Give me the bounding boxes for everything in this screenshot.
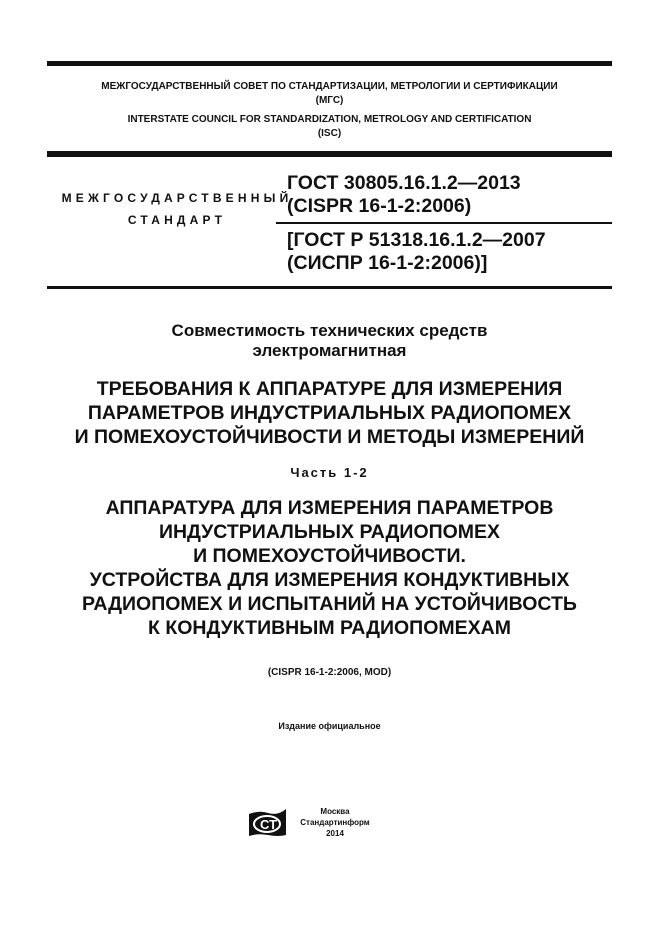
gost-r-designation: [ГОСТ Р 51318.16.1.2—2007 [287, 229, 546, 251]
council-abbr-ru: (МГС) [315, 95, 344, 106]
publisher-year: 2014 [326, 829, 344, 838]
council-abbr-en: (ISC) [317, 128, 342, 139]
gost-designation: ГОСТ 30805.16.1.2—2013 [287, 172, 521, 194]
sub-title-4: УСТРОЙСТВА ДЛЯ ИЗМЕРЕНИЯ КОНДУКТИВНЫХ [89, 569, 570, 591]
council-name-ru: МЕЖГОСУДАРСТВЕННЫЙ СОВЕТ ПО СТАНДАРТИЗАЦИИ, МЕТРОЛОГИИ И СЕРТИФИКАЦИИ [101, 81, 558, 92]
standard-type [52, 187, 302, 231]
sub-title-2: ИНДУСТРИАЛЬНЫХ РАДИОПОМЕХ [158, 521, 501, 543]
edition-note: Издание официальное [278, 721, 381, 731]
part-number: Часть 1-2 [290, 465, 369, 480]
sub-title-1: АППАРАТУРА ДЛЯ ИЗМЕРЕНИЯ ПАРАМЕТРОВ [105, 497, 554, 519]
sub-title-5: РАДИОПОМЕХ И ИСПЫТАНИЙ НА УСТОЙЧИВОСТЬ [82, 593, 577, 615]
publisher-city: Москва [320, 807, 350, 816]
sub-title-6: К КОНДУКТИВНЫМ РАДИОПОМЕХАМ [148, 617, 511, 639]
designation-rule [47, 286, 612, 289]
sub-title-3: И ПОМЕХОУСТОЙЧИВОСТИ. [193, 545, 466, 567]
council-name-en: INTERSTATE COUNCIL FOR STANDARDIZATION, METROLOGY AND CERTIFICATION [127, 114, 532, 125]
standartinform-logo [248, 807, 288, 837]
main-title-1: ТРЕБОВАНИЯ К АППАРАТУРЕ ДЛЯ ИЗМЕРЕНИЯ [96, 378, 563, 400]
standard-type-line1: МЕЖГОСУДАРСТВЕННЫЙ [61, 191, 293, 205]
designation-divider [276, 222, 612, 224]
publisher-name: Стандартинформ [300, 818, 370, 827]
top-rule [47, 61, 612, 66]
publisher-block [290, 806, 380, 839]
main-title-3: И ПОМЕХОУСТОЙЧИВОСТИ И МЕТОДЫ ИЗМЕРЕНИЙ [74, 426, 585, 448]
general-title-2: электромагнитная [252, 341, 407, 360]
sispr-designation: (СИСПР 16-1-2:2006)] [287, 252, 488, 274]
main-title-2: ПАРАМЕТРОВ ИНДУСТРИАЛЬНЫХ РАДИОПОМЕХ [87, 402, 572, 424]
svg-text:СТ: СТ [260, 817, 278, 832]
header-rule [47, 151, 612, 157]
cispr-designation: (CISPR 16-1-2:2006) [287, 195, 472, 217]
general-title-1: Совместимость технических средств [171, 321, 488, 340]
equivalence-note: (CISPR 16-1-2:2006, MOD) [267, 667, 392, 678]
standard-type-line2: СТАНДАРТ [127, 213, 227, 227]
